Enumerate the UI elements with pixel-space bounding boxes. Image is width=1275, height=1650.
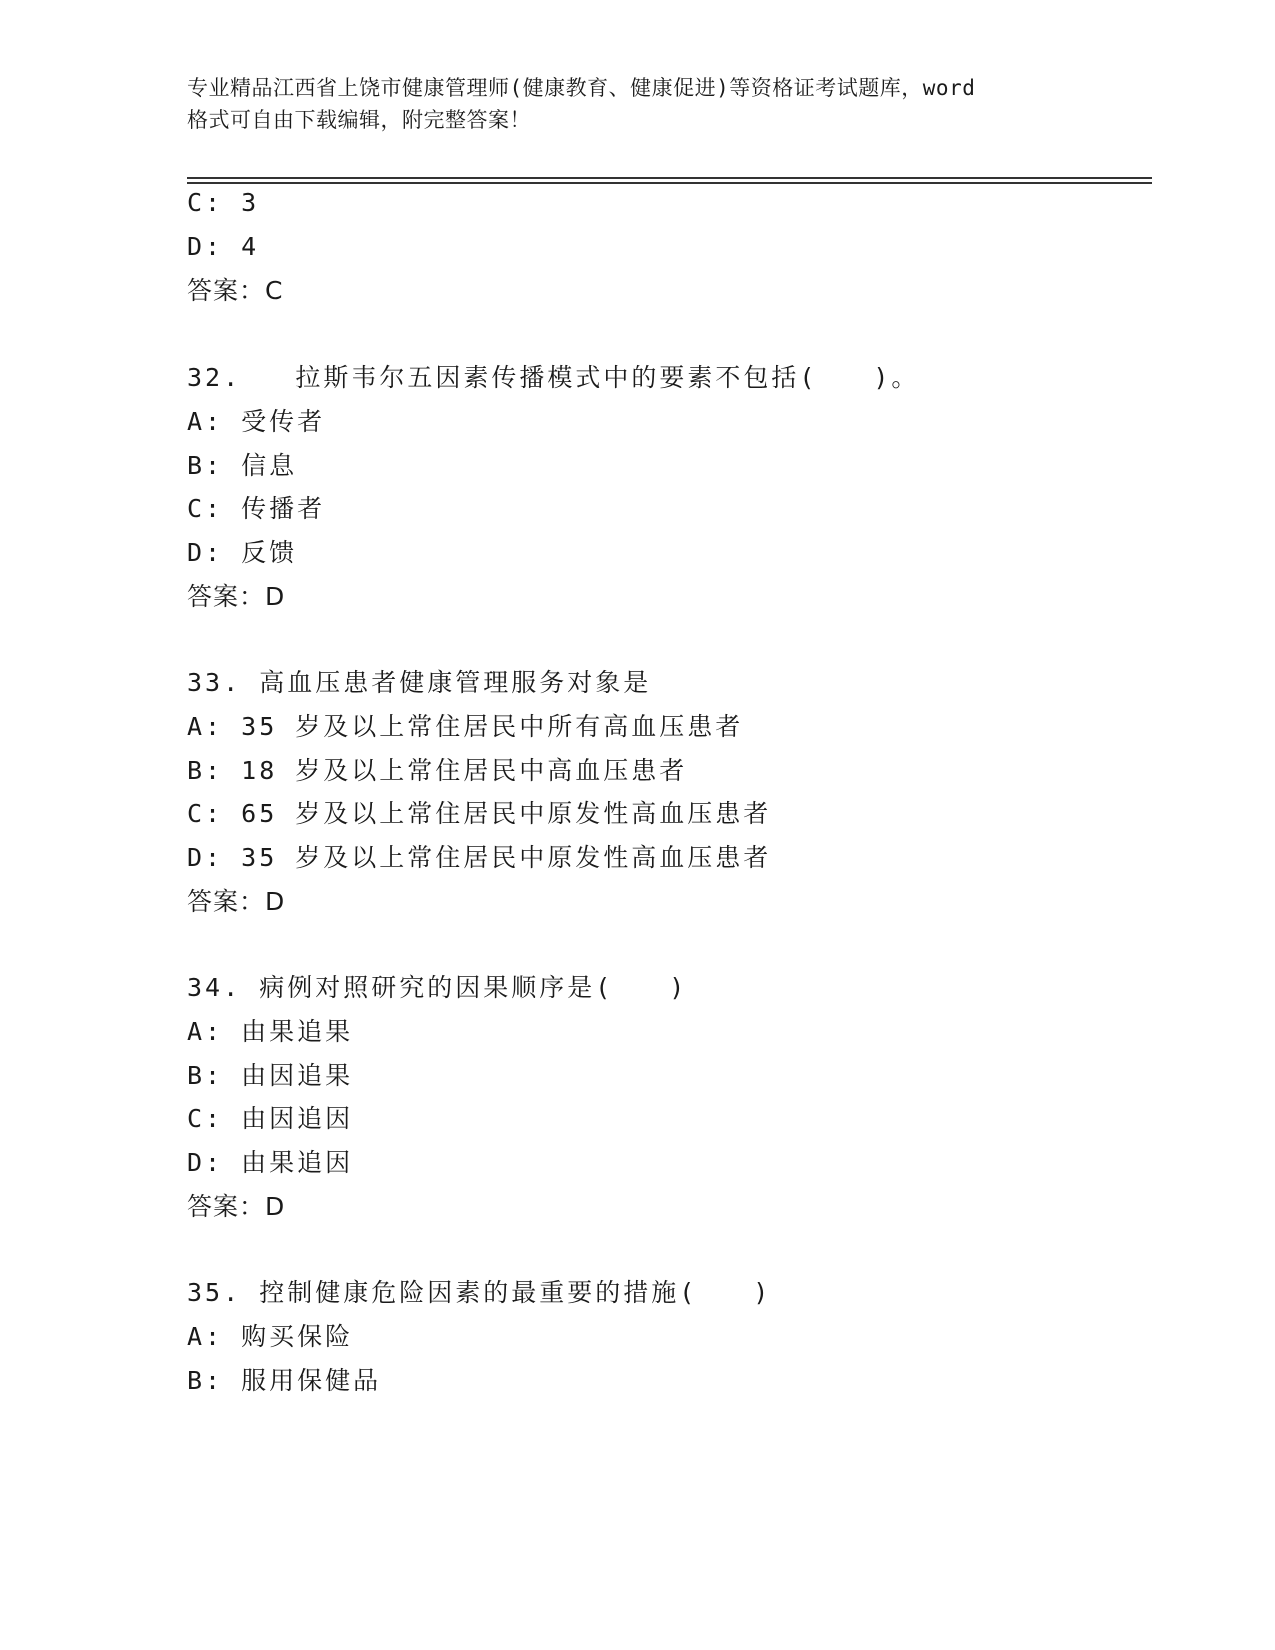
header-title-line-2: 格式可自由下载编辑，附完整答案！	[187, 108, 531, 132]
question-stem	[187, 971, 687, 1005]
question-stem	[187, 1276, 771, 1310]
question-number: 32.	[187, 363, 242, 392]
option-a: A: 35 岁及以上常住居民中所有高血压患者	[187, 712, 744, 741]
answer-line: 答案：D	[187, 582, 286, 611]
question-number: 33.	[187, 668, 242, 697]
question-number: 35.	[187, 1278, 242, 1307]
option-c: C: 传播者	[187, 494, 326, 523]
option-d: D: 35 岁及以上常住居民中原发性高血压患者	[187, 843, 772, 872]
answer-line: 答案：D	[187, 1192, 286, 1221]
option-d: D: 4	[187, 232, 260, 261]
option-b: B: 信息	[187, 451, 298, 480]
header-divider-bottom	[187, 182, 1152, 184]
option-a: A: 由果追果	[187, 1017, 354, 1046]
question-text: 拉斯韦尔五因素传播模式中的要素不包括( )。	[295, 363, 920, 392]
header-title-line-1: 专业精品江西省上饶市健康管理师(健康教育、健康促进)等资格证考试题库，word	[187, 76, 976, 100]
header-divider-top	[187, 177, 1152, 179]
option-c: C: 65 岁及以上常住居民中原发性高血压患者	[187, 799, 772, 828]
question-text: 高血压患者健康管理服务对象是	[259, 668, 652, 697]
option-c: C: 由因追因	[187, 1104, 354, 1133]
option-b: B: 18 岁及以上常住居民中高血压患者	[187, 756, 688, 785]
option-b: B: 由因追果	[187, 1061, 354, 1090]
question-text: 控制健康危险因素的最重要的措施( )	[259, 1278, 772, 1307]
option-d: D: 由果追因	[187, 1148, 354, 1177]
answer-line: 答案：C	[187, 276, 284, 305]
option-a: A: 受传者	[187, 407, 326, 436]
question-number: 34.	[187, 973, 242, 1002]
document-header	[187, 72, 1087, 136]
question-stem	[187, 666, 651, 700]
option-a: A: 购买保险	[187, 1322, 354, 1351]
option-c: C: 3	[187, 188, 260, 217]
option-b: B: 服用保健品	[187, 1366, 382, 1395]
option-d: D: 反馈	[187, 538, 298, 567]
question-stem	[187, 361, 919, 395]
question-text: 病例对照研究的因果顺序是( )	[259, 973, 688, 1002]
answer-line: 答案：D	[187, 887, 286, 916]
